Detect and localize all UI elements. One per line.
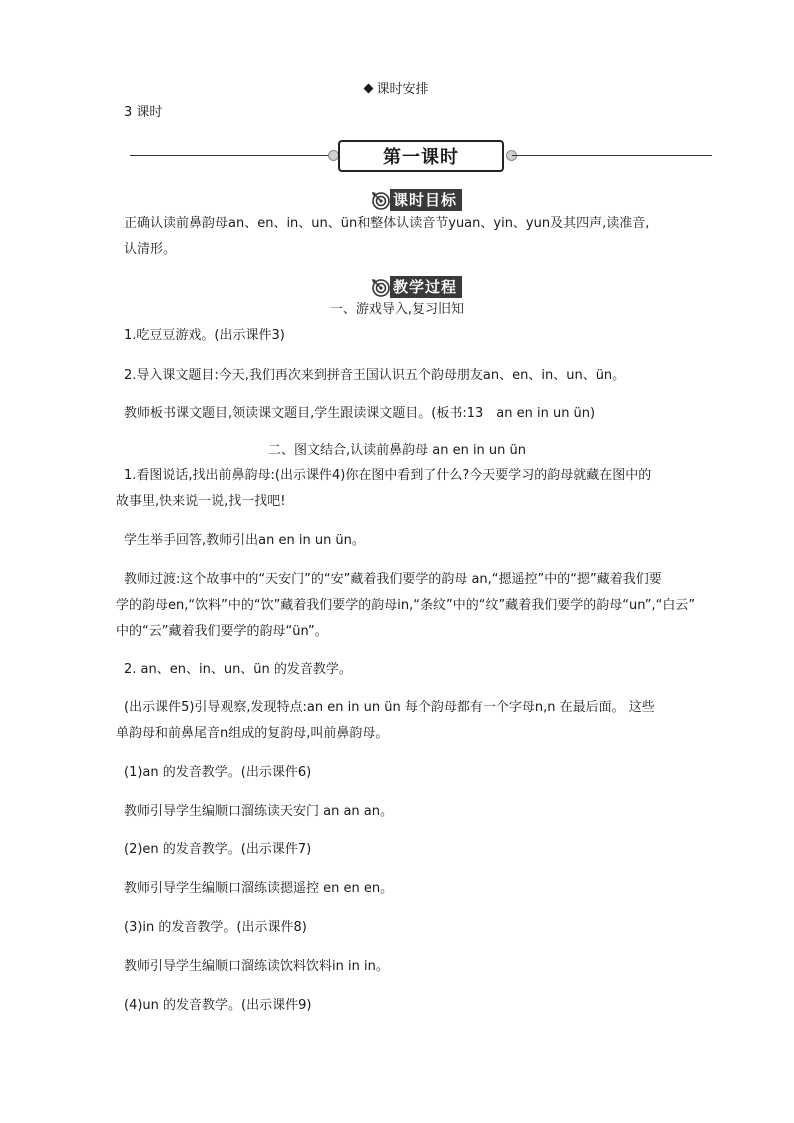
paragraph: (4)un 的发音教学。(出示课件9) — [124, 998, 312, 1013]
paragraph: (1)an 的发音教学。(出示课件6) — [124, 765, 312, 780]
paragraph: 1.吃豆豆游戏。(出示课件3) — [124, 328, 285, 343]
target-icon — [370, 276, 392, 298]
paragraph-line: 中的“云”藏着我们要学的韵母“ün”。 — [116, 624, 328, 639]
paragraph-line: 故事里,快来说一说,找一找吧! — [116, 494, 286, 509]
goals-line-2: 认清形。 — [124, 242, 177, 257]
paragraph: 2.导入课文题目:今天,我们再次来到拼音王国认识五个韵母朋友an、en、in、un、ün。 — [124, 368, 626, 383]
target-icon — [370, 189, 392, 211]
lesson-title: 第一课时 — [338, 140, 504, 172]
process-label-text: 教学过程 — [390, 276, 462, 298]
paragraph: 教师引导学生编顺口溜练读天安门 an an an。 — [124, 804, 394, 819]
paragraph: 2. an、en、in、un、ün 的发音教学。 — [124, 662, 352, 677]
paragraph-line: 教师过渡:这个故事中的“天安门”的“安”藏着我们要学的韵母 an,“摁遥控”中的“摁”藏着我们要 — [124, 572, 662, 587]
paragraph-line: (出示课件5)引导观察,发现特点:an en in un ün 每个韵母都有一个字母n,n 在最后面。 这些 — [124, 700, 655, 715]
paragraph: 教师引导学生编顺口溜练读摁遥控 en en en。 — [124, 881, 394, 896]
divider-left — [130, 155, 334, 156]
paragraph: 教师板书课文题目,领读课文题目,学生跟读课文题目。(板书:13 an en in un ün) — [124, 406, 596, 421]
heading-text: 课时安排 — [376, 82, 429, 97]
paragraph-line: 1.看图说话,找出前鼻韵母:(出示课件4)你在图中看到了什么?今天要学习的韵母就藏在图中的 — [124, 468, 652, 483]
goals-line-1: 正确认读前鼻韵母an、en、in、un、ün和整体认读音节yuan、yin、yun及其四声,读准音, — [124, 216, 650, 231]
process-label — [370, 276, 462, 298]
diamond-icon — [364, 84, 374, 94]
paragraph-line: 学的韵母en,“饮料”中的“饮”藏着我们要学的韵母in,“条纹”中的“纹”藏着我们要学的韵母“un”,“白云” — [116, 598, 696, 613]
goals-label — [370, 189, 462, 211]
section-heading — [0, 80, 794, 99]
paragraph: (3)in 的发音教学。(出示课件8) — [124, 920, 307, 935]
paragraph: (2)en 的发音教学。(出示课件7) — [124, 842, 312, 857]
paragraph-line: 单韵母和前鼻尾音n组成的复韵母,叫前鼻韵母。 — [116, 726, 389, 741]
section-2-title: 二、图文结合,认读前鼻韵母 an en in un ün — [267, 443, 527, 458]
divider-right — [512, 155, 712, 156]
hours-text: 3 课时 — [124, 105, 163, 120]
paragraph: 学生举手回答,教师引出an en in un ün。 — [124, 533, 365, 548]
paragraph: 教师引导学生编顺口溜练读饮料饮料in in in。 — [124, 959, 389, 974]
goals-label-text: 课时目标 — [390, 189, 462, 211]
section-1-title: 一、游戏导入,复习旧知 — [329, 302, 465, 317]
